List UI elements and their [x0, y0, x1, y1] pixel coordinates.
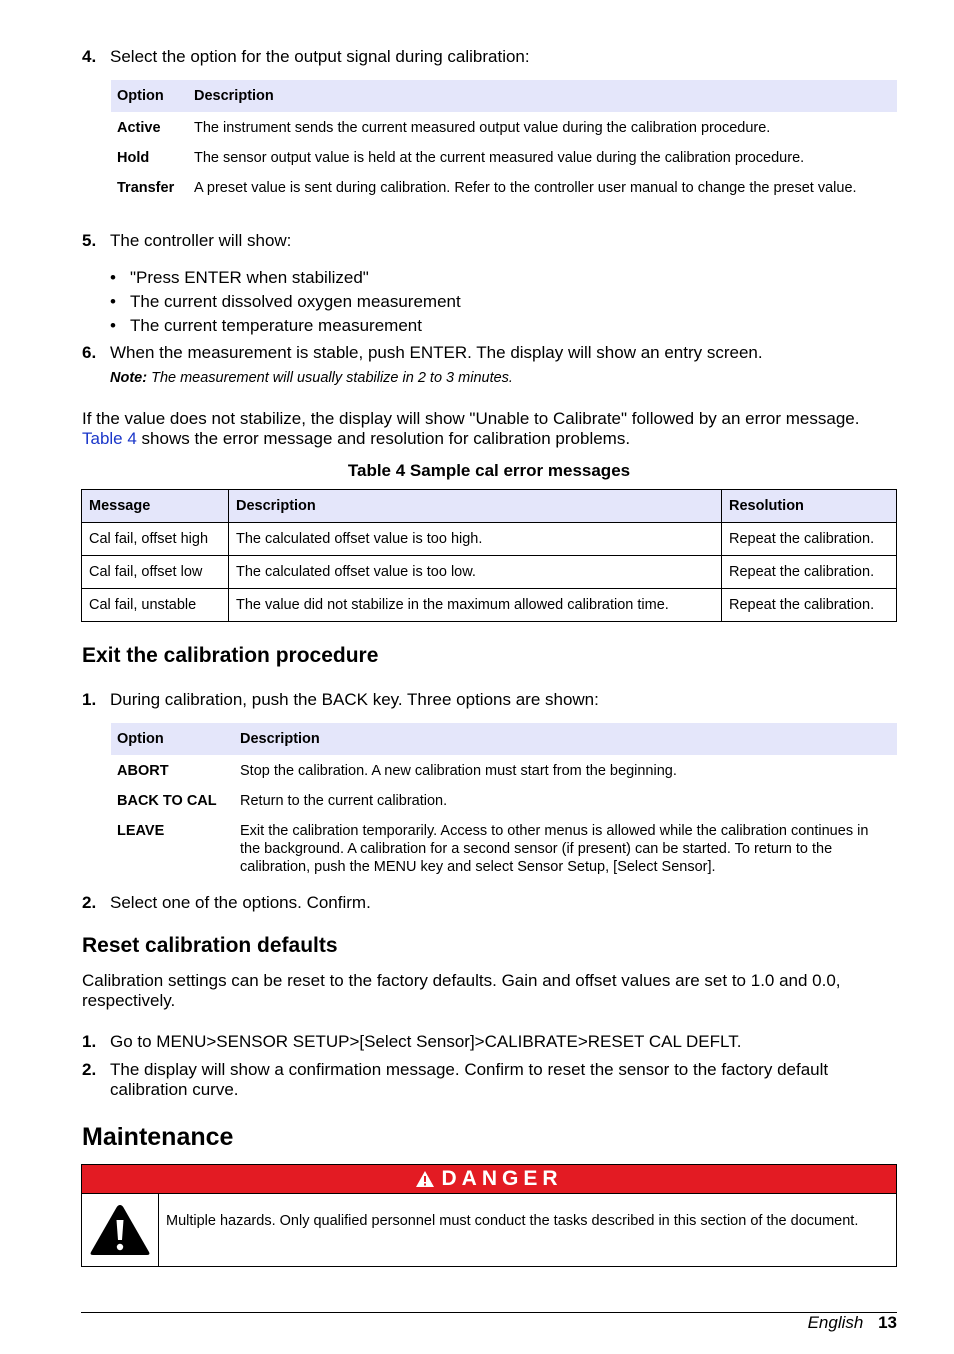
step-text: The controller will show:	[110, 231, 292, 250]
column-header: Description	[229, 490, 722, 523]
footer	[808, 1313, 897, 1333]
option-description: Return to the current calibration.	[240, 793, 448, 809]
step-text: When the measurement is stable, push ENTER. The display will show an entry screen.	[110, 343, 763, 362]
table-row	[82, 523, 897, 556]
option-name: BACK TO CAL	[117, 793, 217, 809]
table-4-link[interactable]: Table 4	[82, 429, 137, 448]
note-label: Note:	[110, 370, 148, 386]
danger-box	[81, 1164, 897, 1267]
table-row	[82, 556, 897, 589]
option-name: LEAVE	[117, 823, 165, 839]
table-cell: Repeat the calibration.	[722, 589, 897, 622]
table-cell: Repeat the calibration.	[722, 556, 897, 589]
paragraph-text: shows the error message and resolution for calibration problems.	[136, 429, 631, 448]
table-cell: Cal fail, unstable	[82, 589, 229, 622]
table-header-row	[82, 490, 897, 523]
step-number: 2.	[82, 1060, 97, 1079]
table-row	[111, 173, 897, 203]
hazard-icon-cell	[82, 1194, 159, 1266]
table-cell: Repeat the calibration.	[722, 523, 897, 556]
column-header: Description	[234, 723, 897, 755]
table-row	[111, 755, 897, 786]
table-row	[111, 112, 897, 143]
column-header: Description	[188, 80, 897, 112]
step-number: 2.	[82, 893, 97, 912]
maintenance-heading: Maintenance	[82, 1123, 234, 1151]
exit-heading: Exit the calibration procedure	[82, 644, 379, 667]
table-row	[111, 143, 897, 173]
column-header: Message	[82, 490, 229, 523]
table-cell: The calculated offset value is too high.	[229, 523, 722, 556]
table-header-row	[111, 723, 897, 755]
table-row	[111, 816, 897, 882]
option-description: A preset value is sent during calibration. Refer to the controller user manual to change the preset value.	[194, 180, 857, 196]
option-name: Active	[117, 120, 161, 136]
warning-triangle-icon	[415, 1170, 435, 1188]
option-name: ABORT	[117, 763, 169, 779]
option-description: Exit the calibration temporarily. Access to other menus is allowed while the calibration continues in the background. A calibration for a second sensor (if present) can be started. To return to the calibration, push the MENU key and select Sensor Setup, [Select Sensor].	[240, 823, 869, 875]
option-name: Transfer	[117, 180, 175, 196]
column-header: Resolution	[722, 490, 897, 523]
bullet-marker: •	[110, 268, 116, 287]
option-description: Stop the calibration. A new calibration must start from the beginning.	[240, 763, 677, 779]
step-text: Select the option for the output signal during calibration:	[110, 47, 530, 66]
step-number: 6.	[82, 343, 97, 362]
bullet-marker: •	[110, 316, 116, 335]
error-messages-table	[81, 489, 897, 622]
table-cell: Cal fail, offset high	[82, 523, 229, 556]
reset-intro: Calibration settings can be reset to the factory defaults. Gain and offset values are set to 1.0 and 0.0, respectively.	[82, 971, 841, 1010]
exit-options-table	[111, 723, 897, 882]
footer-language: English	[807, 1313, 864, 1332]
bullet-text: "Press ENTER when stabilized"	[130, 268, 369, 287]
danger-banner	[82, 1165, 896, 1194]
step-number: 5.	[82, 231, 97, 250]
step-text: Select one of the options. Confirm.	[110, 893, 371, 912]
bullet-text: The current dissolved oxygen measurement	[130, 292, 461, 311]
danger-message: Multiple hazards. Only qualified personnel must conduct the tasks described in this section of the document.	[166, 1213, 859, 1229]
paragraph-text: If the value does not stabilize, the display will show "Unable to Calibrate" followed by an error message.	[82, 409, 860, 428]
step-number: 1.	[82, 1032, 97, 1051]
output-options-table	[111, 80, 897, 203]
step-number: 4.	[82, 47, 97, 66]
step-text: Go to MENU>SENSOR SETUP>[Select Sensor]>CALIBRATE>RESET CAL DEFLT.	[110, 1032, 742, 1051]
table-row	[82, 589, 897, 622]
option-description: The instrument sends the current measured output value during the calibration procedure.	[194, 120, 771, 136]
column-header: Option	[111, 80, 188, 112]
step-text: During calibration, push the BACK key. Three options are shown:	[110, 690, 599, 709]
table-cell: The value did not stabilize in the maximum allowed calibration time.	[229, 589, 722, 622]
note-text: The measurement will usually stabilize in 2 to 3 minutes.	[147, 370, 513, 386]
option-name: Hold	[117, 150, 150, 166]
bullet-text: The current temperature measurement	[130, 316, 422, 335]
table-row	[111, 786, 897, 816]
bullet-marker: •	[110, 292, 116, 311]
reset-heading: Reset calibration defaults	[82, 934, 338, 957]
unstable-paragraph	[82, 409, 897, 449]
table-cell: Cal fail, offset low	[82, 556, 229, 589]
step-number: 1.	[82, 690, 97, 709]
step-text: The display will show a confirmation message. Confirm to reset the sensor to the factory default calibration curve.	[110, 1060, 829, 1099]
footer-divider	[81, 1312, 897, 1313]
danger-label: DANGER	[441, 1167, 563, 1190]
table-caption: Table 4 Sample cal error messages	[347, 461, 631, 480]
option-description: The sensor output value is held at the current measured value during the calibration procedure.	[194, 150, 805, 166]
page-number: 13	[878, 1313, 897, 1332]
warning-triangle-icon	[88, 1202, 152, 1258]
column-header: Option	[111, 723, 234, 755]
table-cell: The calculated offset value is too low.	[229, 556, 722, 589]
table-header-row	[111, 80, 897, 112]
note	[110, 370, 513, 386]
